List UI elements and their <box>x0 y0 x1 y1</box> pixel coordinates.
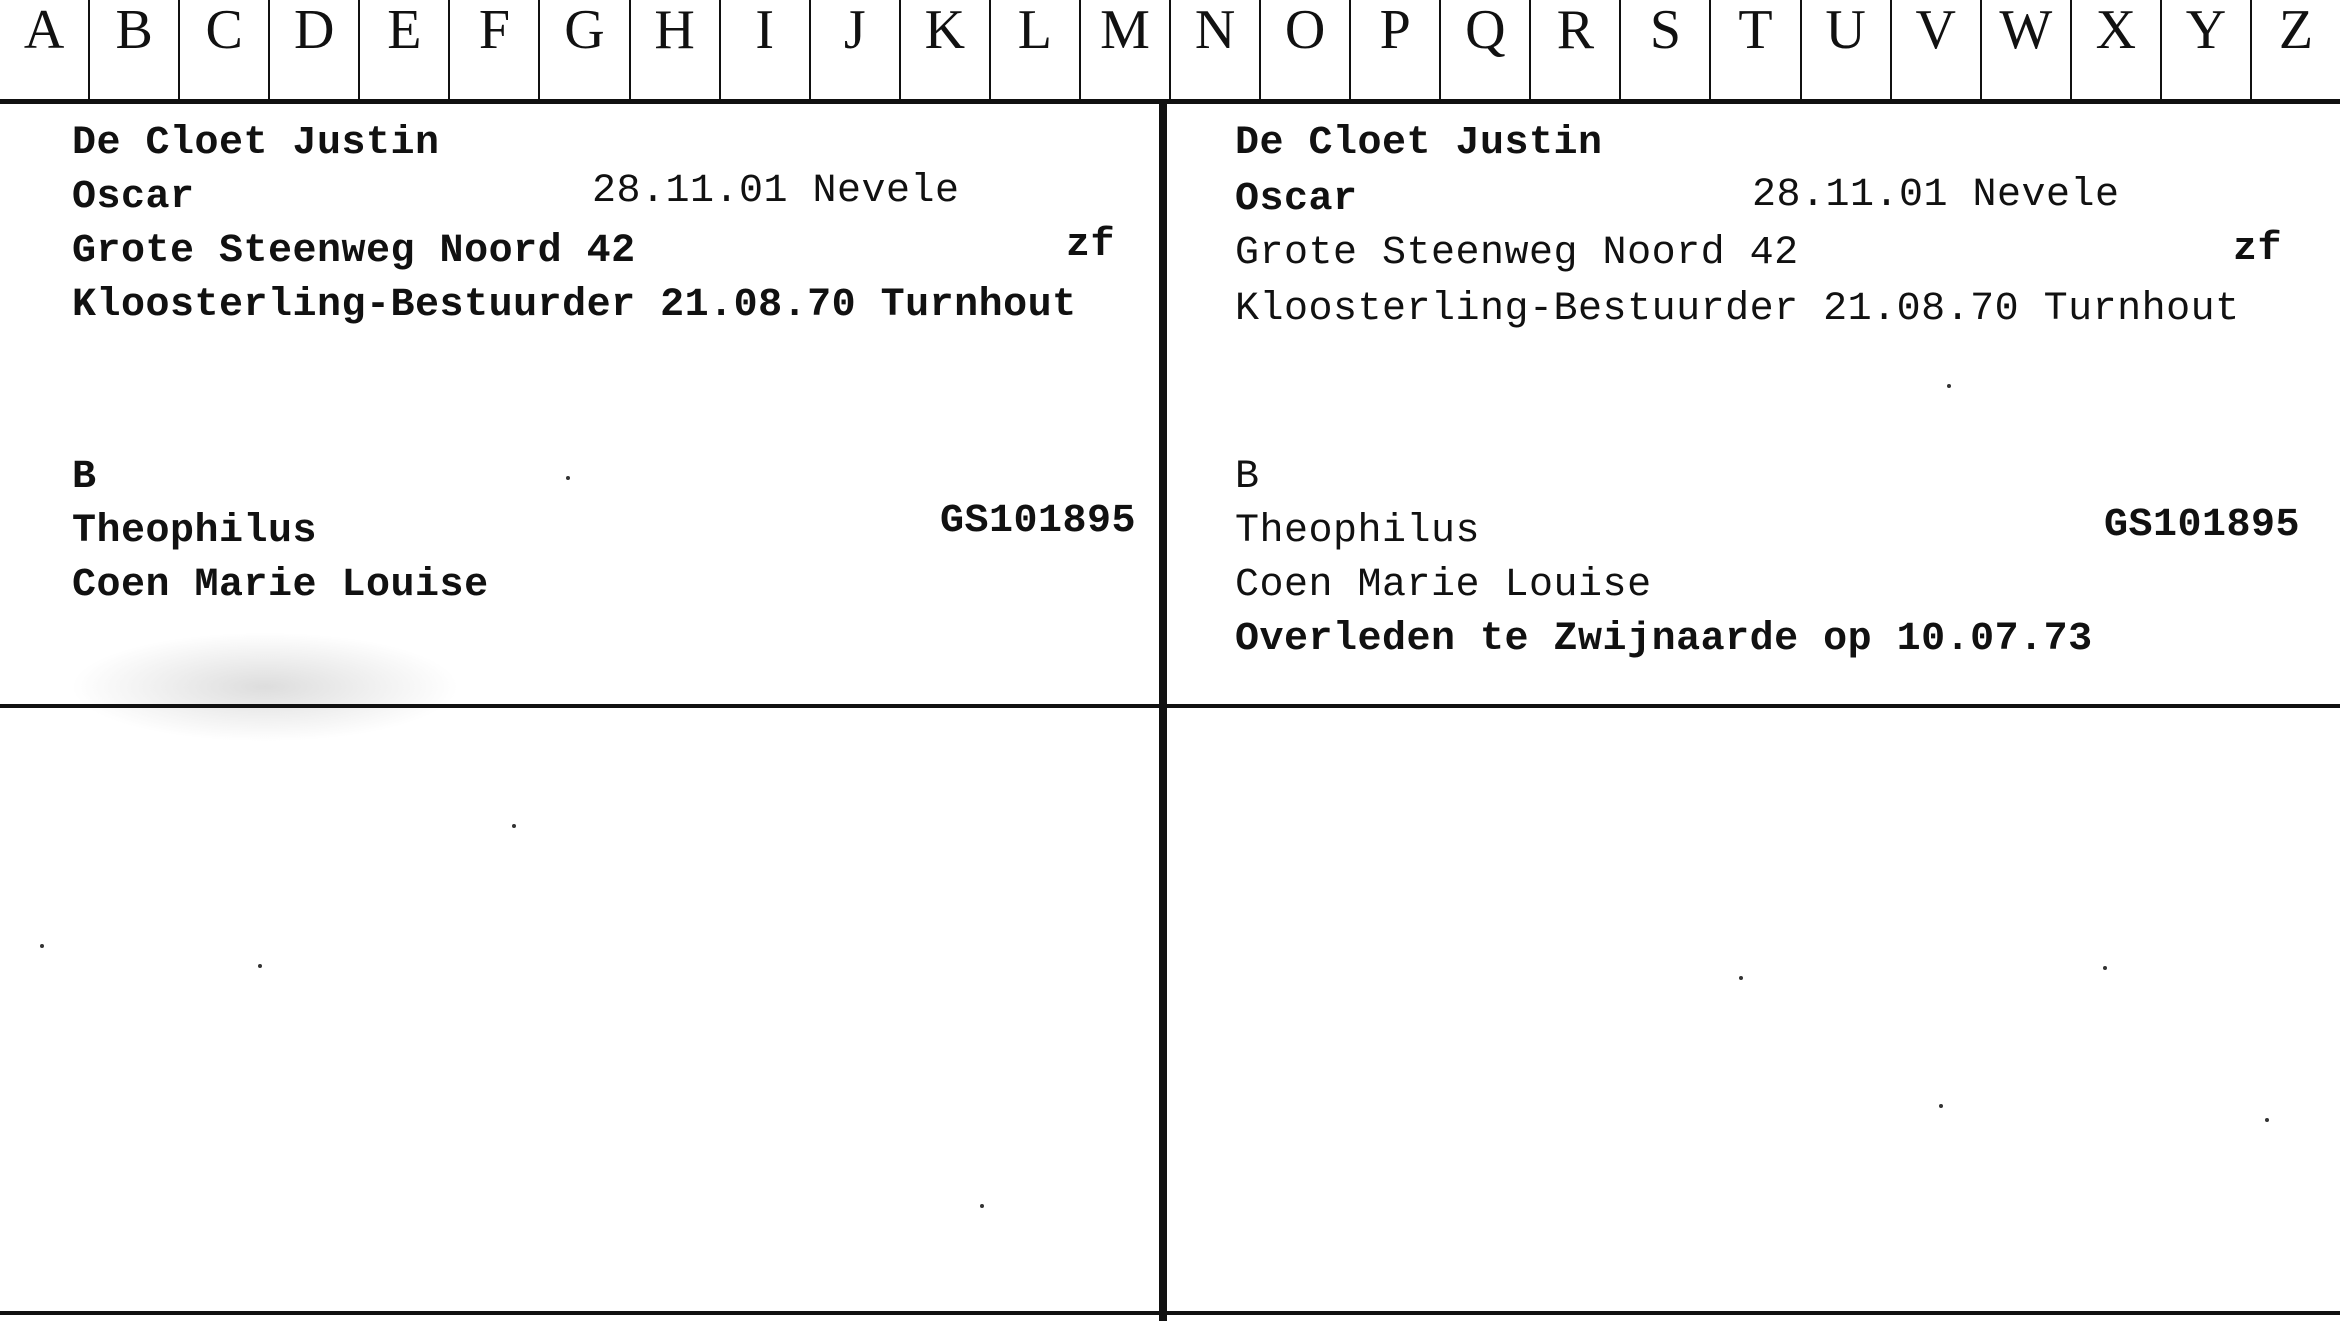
address: Grote Steenweg Noord 42 <box>1235 231 1799 276</box>
alpha-letter-q: Q <box>1439 0 1529 99</box>
birth-date-place: 28.11.01 Nevele <box>592 169 960 214</box>
alpha-letter-x: X <box>2070 0 2160 99</box>
alpha-letter-v: V <box>1890 0 1980 99</box>
alpha-letter-s: S <box>1619 0 1709 99</box>
card-bottom-rule <box>1167 1311 2340 1315</box>
speck <box>1739 976 1743 980</box>
card-rule <box>0 704 1159 708</box>
father-name: Theophilus <box>1235 509 1481 554</box>
alpha-letter-a: A <box>23 0 65 61</box>
alpha-letter-g: G <box>538 0 628 99</box>
alpha-letter-j: J <box>809 0 899 99</box>
code-letter: B <box>72 455 97 500</box>
alpha-letter-z: Z <box>2250 0 2340 99</box>
speck <box>1939 1104 1943 1108</box>
speck <box>1947 384 1951 388</box>
alpha-letter-u: U <box>1800 0 1890 99</box>
mother-name: Coen Marie Louise <box>72 563 489 608</box>
speck <box>980 1204 984 1208</box>
alphabet-index-strip <box>0 0 2340 104</box>
right-card <box>1167 104 2340 1321</box>
card-rule <box>1167 704 2340 708</box>
mark-code: zf <box>1066 223 1116 268</box>
alpha-letter-c: C <box>178 0 268 99</box>
father-name: Theophilus <box>72 509 318 554</box>
alpha-letter-d: D <box>268 0 358 99</box>
file-number: GS101895 <box>940 499 1137 544</box>
alpha-letter-p: P <box>1349 0 1439 99</box>
speck <box>512 824 516 828</box>
alpha-letter-h: H <box>629 0 719 99</box>
given-name: Oscar <box>1235 177 1358 222</box>
person-name: De Cloet Justin <box>1235 121 1603 166</box>
alpha-letter-i: I <box>719 0 809 99</box>
speck <box>258 964 262 968</box>
occupation-line: Kloosterling-Bestuurder 21.08.70 Turnhout <box>1235 287 2240 332</box>
person-name: De Cloet Justin <box>72 121 440 166</box>
given-name: Oscar <box>72 175 195 220</box>
death-note: Overleden te Zwijnaarde op 10.07.73 <box>1235 617 2093 662</box>
alpha-letter-m: M <box>1079 0 1169 99</box>
alpha-letter-n: N <box>1169 0 1259 99</box>
scan-smudge <box>70 632 460 742</box>
mother-name: Coen Marie Louise <box>1235 563 1652 608</box>
speck <box>40 944 44 948</box>
center-divider <box>1159 104 1167 1321</box>
alpha-letter-y: Y <box>2160 0 2250 99</box>
birth-date-place: 28.11.01 Nevele <box>1752 173 2120 218</box>
left-card <box>0 104 1159 1321</box>
alpha-letter-k: K <box>899 0 989 99</box>
speck <box>2103 966 2107 970</box>
alpha-letter-w: W <box>1980 0 2070 99</box>
card-bottom-rule <box>0 1311 1159 1315</box>
alpha-letter-t: T <box>1709 0 1799 99</box>
alpha-letter-l: L <box>989 0 1079 99</box>
speck <box>2265 1118 2269 1122</box>
alpha-letter-f: F <box>448 0 538 99</box>
alpha-letter-e: E <box>358 0 448 99</box>
file-number: GS101895 <box>2104 503 2301 548</box>
occupation-line: Kloosterling-Bestuurder 21.08.70 Turnhout <box>72 283 1077 328</box>
code-letter: B <box>1235 455 1260 500</box>
alpha-letter-b: B <box>88 0 178 99</box>
alpha-letter-o: O <box>1259 0 1349 99</box>
alpha-letter-r: R <box>1529 0 1619 99</box>
address: Grote Steenweg Noord 42 <box>72 229 636 274</box>
speck <box>566 476 570 480</box>
mark-code: zf <box>2233 227 2283 272</box>
